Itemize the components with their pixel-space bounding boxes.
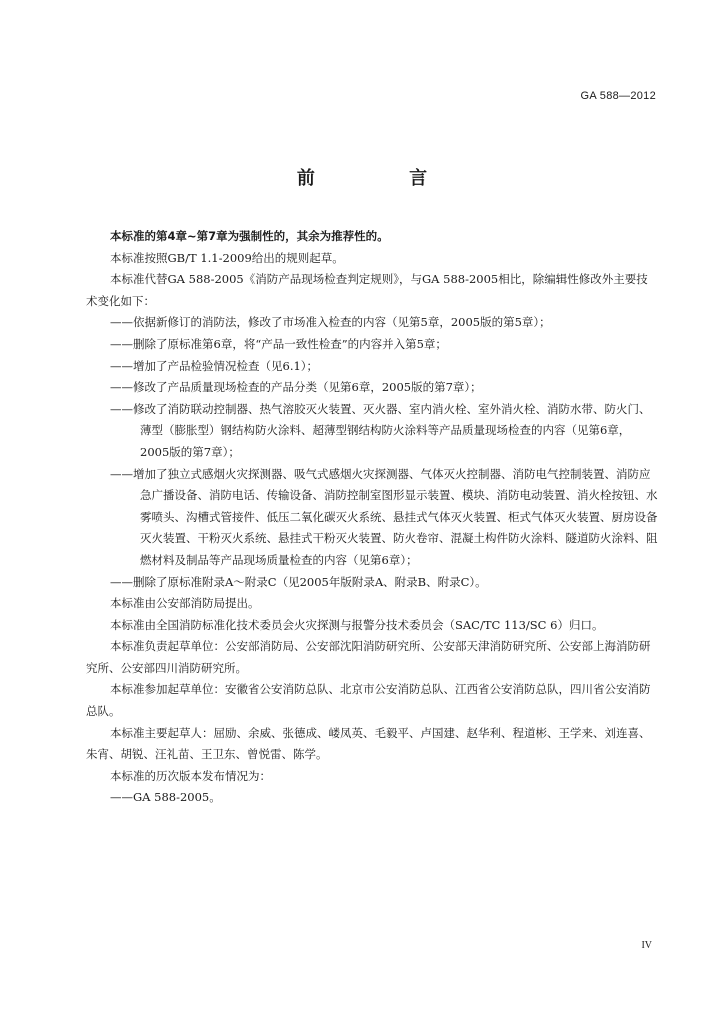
change-item: ——删除了原标准第6章，将“产品一致性检查”的内容并入第5章； [110,336,447,351]
change-item: ——增加了独立式感烟火灾探测器、吸气式感烟火灾探测器、气体灭火控制器、消防电气控制装置、消防应急广播设备、消防电话、传输设备、消防控制室图形显示装置、模块、消防电动装置、消火栓按钮、水雾喷头、沟槽式管接件、低压二氧化碳灭火系统、悬挂式气体灭火装置、柜式气体灭火装置、厨房设备灭火装置、干粉灭火系统、悬挂式干粉灭火装置、防火卷帘、混凝土构件防火涂料、隧道防火涂料、阻燃材料及制品等产品现场质量检查的内容（见第6章）； [110,466,658,567]
page-title: 前 言 [296,168,472,189]
change-item: ——删除了原标准附录A～附录C（见2005年版附录A、附录B、附录C）。 [110,574,487,589]
change-item: ——修改了产品质量现场检查的产品分类（见第6章，2005版的第7章）； [110,380,482,395]
paragraph-replacement: 本标准代替GA 588-2005《消防产品现场检查判定规则》，与GA 588-2005相比，除编辑性修改外主要技术变化如下： [86,272,648,308]
paragraph-mandatory-chapters: 本标准的第4章~第7章为强制性的，其余为推荐性的。 [110,229,389,243]
page-number: IV [641,940,652,951]
paragraph-responsible-units: 本标准负责起草单位：公安部消防局、公安部沈阳消防研究所、公安部天津消防研究所、公安部上海消防研究所、公安部四川消防研究所。 [86,639,651,675]
foreword-body [86,226,658,809]
document-code: GA 588—2012 [580,90,656,102]
change-item: ——依据新修订的消防法，修改了市场准入检查的内容（见第5章，2005版的第5章）； [110,315,551,330]
paragraph-participating-units: 本标准参加起草单位：安徽省公安消防总队、北京市公安消防总队、江西省公安消防总队，四川省公安消防总队。 [86,682,651,719]
paragraph-drafting-rules: 本标准按照GB/T 1.1-2009给出的规则起草。 [110,250,344,265]
change-item: ——增加了产品检验情况检查（见6.1）； [110,358,319,373]
paragraph-proposer: 本标准由公安部消防局提出。 [110,596,260,611]
paragraph-history: 本标准的历次版本发布情况为： [110,768,271,783]
change-item: ——修改了消防联动控制器、热气溶胶灭火装置、灭火器、室内消火栓、室外消火栓、消防水带、防火门、薄型（膨胀型）钢结构防火涂料、超薄型钢结构防火涂料等产品质量现场检查的内容（见第6章，2005版的第7章）； [110,401,651,459]
paragraph-committee: 本标准由全国消防标准化技术委员会火灾探测与报警分技术委员会（SAC/TC 113/SC 6）归口。 [110,617,604,632]
history-item: ——GA 588-2005。 [110,790,221,805]
paragraph-drafters: 本标准主要起草人：屈励、余威、张德成、嵝凤英、毛毅平、卢国建、赵华利、程道彬、王学来、刘连喜、朱宵、胡锐、汪礼苗、王卫东、曾悦雷、陈学。 [86,725,651,762]
